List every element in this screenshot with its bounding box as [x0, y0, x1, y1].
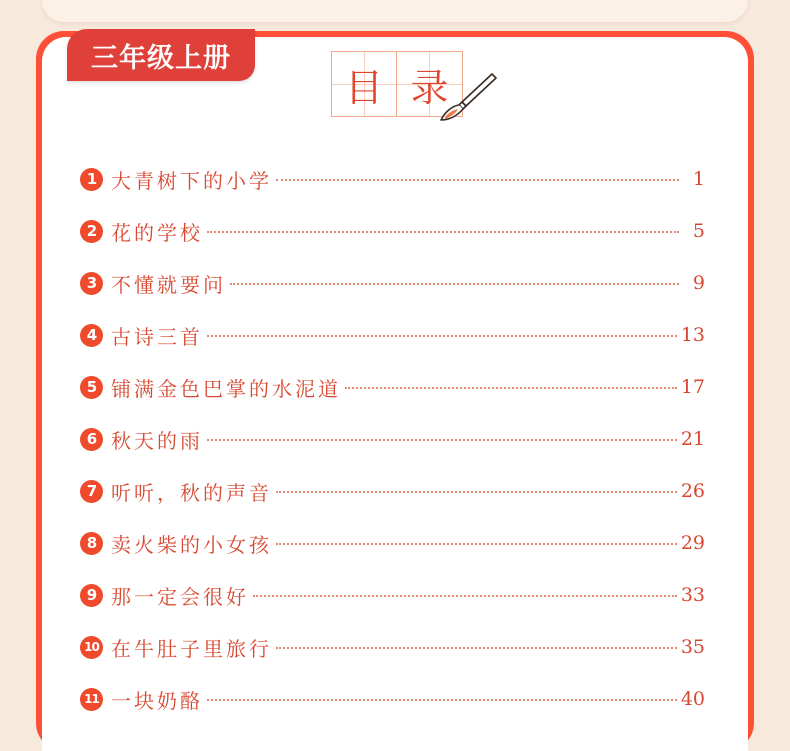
lesson-title: 大青树下的小学	[111, 168, 272, 193]
lesson-title: 不懂就要问	[111, 272, 226, 297]
page-number: 40	[680, 688, 705, 710]
page-number: 9	[692, 272, 705, 294]
page-number: 5	[692, 220, 705, 242]
dot-leader	[345, 387, 677, 389]
lesson-title: 秋天的雨	[111, 428, 203, 453]
toc-row[interactable]	[80, 216, 705, 246]
lesson-title: 在牛肚子里旅行	[111, 636, 272, 661]
lesson-number-badge: 5	[80, 376, 103, 399]
toc-row[interactable]	[80, 164, 705, 194]
dot-leader	[230, 283, 679, 285]
toc-row[interactable]	[80, 372, 705, 402]
lesson-title: 一块奶酪	[111, 688, 203, 713]
page-number: 21	[680, 428, 705, 450]
dot-leader	[207, 335, 677, 337]
title-char-cell: 录	[397, 51, 463, 117]
dot-leader	[276, 543, 677, 545]
toc-row[interactable]	[80, 684, 705, 714]
dot-leader	[276, 179, 679, 181]
toc-row[interactable]	[80, 320, 705, 350]
lesson-title: 花的学校	[111, 220, 203, 245]
lesson-title: 那一定会很好	[111, 584, 249, 609]
dot-leader	[207, 439, 677, 441]
page-number: 17	[680, 376, 705, 398]
lesson-title: 铺满金色巴掌的水泥道	[111, 376, 341, 401]
lesson-number-badge: 9	[80, 584, 103, 607]
lesson-title: 古诗三首	[111, 324, 203, 349]
page-number: 13	[680, 324, 705, 346]
toc-row[interactable]	[80, 580, 705, 610]
dot-leader	[207, 699, 677, 701]
toc-row[interactable]	[80, 268, 705, 298]
lesson-title: 卖火柴的小女孩	[111, 532, 272, 557]
dot-leader	[253, 595, 677, 597]
title-char-cell: 目	[331, 51, 397, 117]
lesson-number-badge: 11	[80, 688, 103, 711]
lesson-number-badge: 3	[80, 272, 103, 295]
toc-row[interactable]	[80, 528, 705, 558]
dot-leader	[276, 647, 677, 649]
page-number: 1	[692, 168, 705, 190]
lesson-number-badge: 4	[80, 324, 103, 347]
page-number: 35	[680, 636, 705, 658]
page-number: 33	[680, 584, 705, 606]
lesson-title: 听听，秋的声音	[111, 480, 272, 505]
dot-leader	[276, 491, 677, 493]
lesson-number-badge: 2	[80, 220, 103, 243]
lesson-number-badge: 1	[80, 168, 103, 191]
dot-leader	[207, 231, 679, 233]
grade-badge: 三年级上册	[67, 29, 255, 81]
lesson-number-badge: 6	[80, 428, 103, 451]
lesson-number-badge: 8	[80, 532, 103, 555]
page-number: 29	[680, 532, 705, 554]
toc-row[interactable]	[80, 476, 705, 506]
lesson-number-badge: 7	[80, 480, 103, 503]
toc-row[interactable]	[80, 424, 705, 454]
page-number: 26	[680, 480, 705, 502]
toc-row[interactable]	[80, 632, 705, 662]
lesson-number-badge: 10	[80, 636, 103, 659]
